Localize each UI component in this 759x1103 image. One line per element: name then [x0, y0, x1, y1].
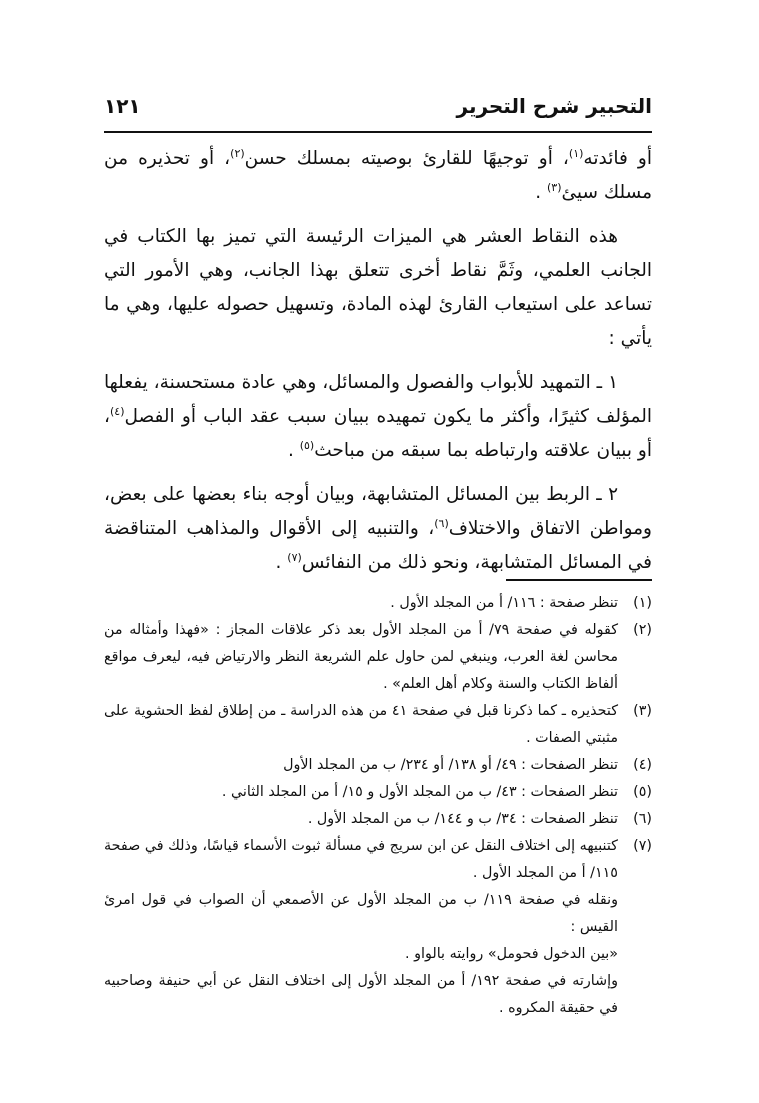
footnote-text: تنظر الصفحات : ٤٩/ أو ١٣٨/ أو ٢٣٤/ ب من المجلد الأول: [283, 757, 618, 773]
footnote-number: (٤): [633, 757, 652, 773]
body-text: .: [287, 440, 300, 461]
footnote-number: (٦): [633, 811, 652, 827]
body-paragraph: [104, 142, 652, 210]
running-header: [104, 94, 652, 124]
footnote-text: تنظر الصفحات : ٤٣/ ب من المجلد الأول و ١٥/ أ من المجلد الثاني .: [221, 784, 618, 800]
body-paragraph: [104, 220, 652, 356]
footnote: [104, 833, 652, 887]
footnote-number: (٣): [633, 703, 652, 719]
body-text: أو فائدته: [583, 148, 652, 169]
footnote: [104, 941, 652, 968]
footnote: [104, 752, 652, 779]
footnote: [104, 887, 652, 941]
footnote-text: تنظر صفحة : ١١٦/ أ من المجلد الأول .: [390, 595, 618, 611]
footnote-marker: (٣): [546, 180, 562, 194]
footnote-marker: (١): [568, 146, 584, 160]
footnote-number: (٥): [633, 784, 652, 800]
running-title: التحبير شرح التحرير: [456, 94, 652, 118]
header-rule: [104, 131, 652, 133]
footnote-marker: (٢): [230, 146, 245, 160]
page-number: ١٢١: [104, 94, 141, 118]
footnote: [104, 806, 652, 833]
footnote-text: «بين الدخول فحومل» روايته بالواو .: [404, 946, 618, 962]
footnote-number: (٧): [633, 838, 652, 854]
body-text: ، والتنبيه إلى الأقوال والمذاهب المتناقضة في المسائل المتشابهة، ونحو ذلك من النفائس: [104, 518, 652, 573]
body-text: ، أو ببيان علاقته وارتباطه بما سبقه من مباحث: [104, 406, 652, 461]
footnotes: [104, 590, 652, 1022]
body-text: ١ ـ التمهيد للأبواب والفصول والمسائل، وهي عادة مستحسنة، يفعلها المؤلف كثيرًا، وأكثر ما يكون تمهيده ببيان سبب عقد الباب أو الفصل: [104, 372, 652, 427]
footnote-text: كقوله في صفحة ٧٩/ أ من المجلد الأول بعد ذكر علاقات المجاز : «فهذا وأمثاله من محاسن لغة العرب، وينبغي لمن حاول علم الشريعة النظر والارتياض فيه، ليعرف مواقع ألفاظ الكتاب والسنة وكلام أهل العلم» .: [104, 622, 618, 692]
footnote: [104, 698, 652, 752]
footnote: [104, 617, 652, 698]
body-text: ، أو توجيهًا للقارئ بوصيته بمسلك حسن: [244, 148, 569, 169]
body-text: ، أو تحذيره من مسلك سيئ: [104, 148, 652, 203]
footnote-marker: (٤): [109, 404, 125, 418]
footnote-marker: (٧): [287, 550, 302, 564]
footnote-text: كتحذيره ـ كما ذكرنا قبل في صفحة ٤١ من هذه الدراسة ـ من إطلاق لفظ الحشوية على مثبتي الصفات .: [104, 703, 618, 746]
body-paragraph: [104, 478, 652, 580]
footnote-text: ونقله في صفحة ١١٩/ ب من المجلد الأول عن الأصمعي أن الصواب في قول امرئ القيس :: [104, 892, 618, 935]
body-text: .: [535, 182, 547, 203]
footnote: [104, 590, 652, 617]
footnote-marker: (٦): [434, 516, 449, 530]
body-text: هذه النقاط العشر هي الميزات الرئيسة التي تميز بها الكتاب في الجانب العلمي، وثَمَّ نقاط أخرى تتعلق بهذا الجانب، وهي الأمور التي تساعد على استيعاب القارئ لهذه المادة، وتسهيل حصوله عليها، وهي ما يأتي :: [104, 226, 652, 349]
footnote-text: وإشارته في صفحة ١٩٢/ أ من المجلد الأول إلى اختلاف النقل عن أبي حنيفة وصاحبيه في حقيقة المكروه .: [104, 973, 618, 1016]
body-paragraph: [104, 366, 652, 468]
footnote-marker: (٥): [299, 438, 315, 452]
footnote-rule: [506, 579, 652, 581]
footnote: [104, 968, 652, 1022]
body-text: ٢ ـ الربط بين المسائل المتشابهة، وبيان أوجه بناء بعضها على بعض، ومواطن الاتفاق والاختلاف: [104, 484, 652, 539]
footnote: [104, 779, 652, 806]
footnote-number: (١): [633, 595, 652, 611]
footnote-text: كتنبيهه إلى اختلاف النقل عن ابن سريج في مسألة ثبوت الأسماء قياسًا، وذلك في صفحة ١١٥/ أ من المجلد الأول .: [104, 838, 618, 881]
main-text: [104, 142, 652, 590]
footnote-number: (٢): [633, 622, 652, 638]
footnote-text: تنظر الصفحات : ٣٤/ ب و ١٤٤/ ب من المجلد الأول .: [307, 811, 618, 827]
body-text: .: [275, 552, 288, 573]
